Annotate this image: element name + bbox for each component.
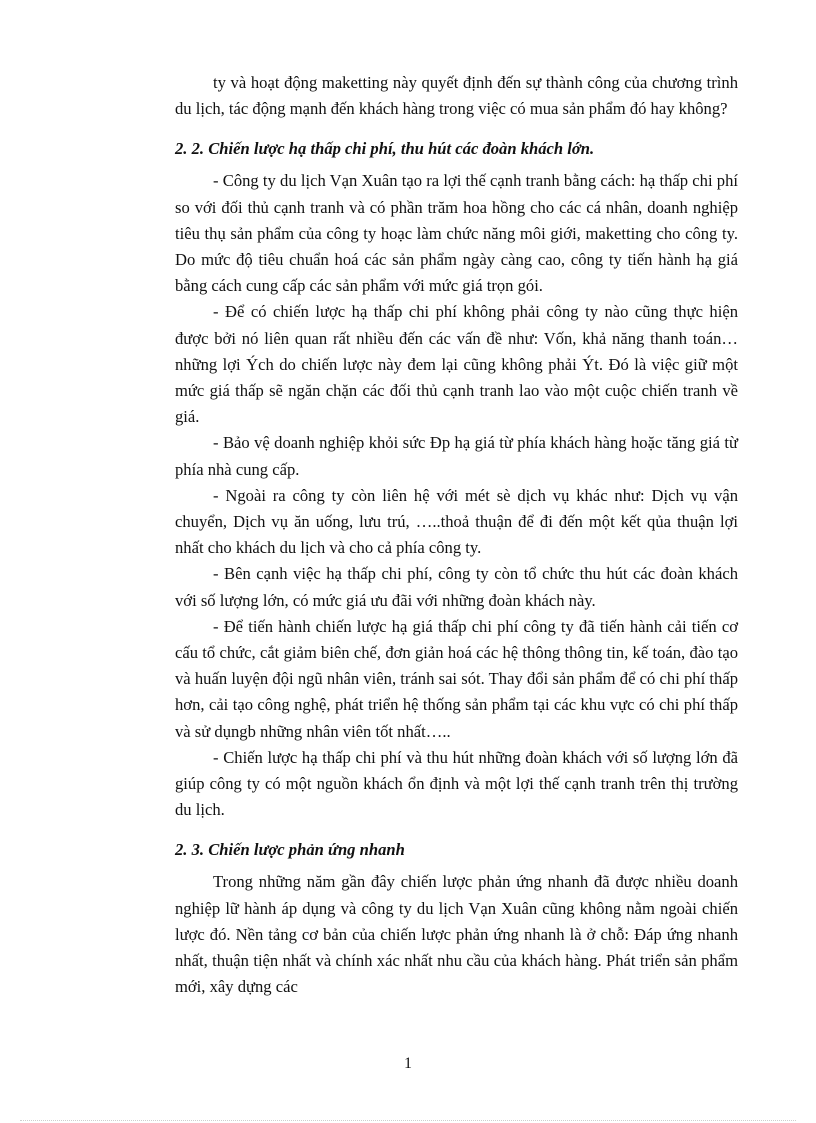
page-number: 1 — [404, 1055, 412, 1072]
section-2-2-paragraph-3: - Bảo vệ doanh nghiệp khỏi sức Ðp hạ giá từ phía khách hàng hoặc tăng giá từ phía nhà cung cấp. — [175, 433, 738, 479]
section-2-3-paragraph-1: Trong những năm gần đây chiến lược phản ứng nhanh đã được nhiều doanh nghiệp lữ hành áp dụng và công ty du lịch Vạn Xuân cũng không nằm ngoài chiến lược đó. Nền tảng cơ bản của chiến lược phản ứng nhanh là ở chỗ: Đáp ứng nhanh nhất, thuận tiện nhất và chính xác nhất nhu cầu của khách hàng. Phát triển sản phẩm mới, xây dựng các — [175, 872, 738, 997]
section-2-2-heading: 2. 2. Chiến lược hạ thấp chi phí, thu hút các đoàn khách lớn. — [175, 139, 595, 159]
footer-divider — [20, 1120, 796, 1121]
section-2-2-paragraph-4: - Ngoài ra công ty còn liên hệ với mét sè dịch vụ khác như: Dịch vụ vận chuyển, Dịch vụ ăn uống, lưu trú, …..thoả thuận để đi đến một kết qủa thuận lợi nhất cho khách du lịch và cho cả phía công ty. — [175, 485, 738, 558]
intro-paragraph: ty và hoạt động maketting này quyết định đến sự thành công của chương trình du lịch, tác động mạnh đến khách hàng trong việc có mua sản phẩm đó hay không? — [175, 73, 738, 119]
section-2-3-heading: 2. 3. Chiến lược phản ứng nhanh — [175, 840, 405, 860]
document-page — [175, 70, 738, 1001]
section-2-2-paragraph-2: - Để có chiến lược hạ thấp chi phí không phải công ty nào cũng thực hiện được bởi nó liên quan rất nhiều đến các vấn đề như: Vốn, khả năng thanh toán… những lợi Ých do chiến lược này đem lại cũng không phải Ýt. Đó là việc giữ một mức giá thấp sẽ ngăn chặn các đối thủ cạnh tranh lao vào một cuộc chiến tranh về giá. — [175, 302, 738, 427]
section-2-2-paragraph-6: - Để tiến hành chiến lược hạ giá thấp chi phí công ty đã tiến hành cải tiến cơ cấu tổ chức, cắt giảm biên chế, đơn giản hoá các hệ thông thông tin, kế toán, đào tạo và huấn luyện đội ngũ nhân viên, tránh sai sót. Thay đổi sản phẩm để có chi phí thấp hơn, cải tạo công nghệ, phát triển hệ thống sản phẩm tại các khu vực có chi phí thấp và sử dụngb những nhân viên tốt nhất….. — [175, 616, 738, 741]
section-2-2-paragraph-5: - Bên cạnh việc hạ thấp chi phí, công ty còn tổ chức thu hút các đoàn khách với số lượng lớn, có mức giá ưu đãi với những đoàn khách này. — [175, 564, 738, 610]
section-2-2-paragraph-1: - Công ty du lịch Vạn Xuân tạo ra lợi thế cạnh tranh bằng cách: hạ thấp chi phí so với đối thủ cạnh tranh và có phần trăm hoa hồng cho các cá nhân, doanh nghiệp tiêu thụ sản phẩm của công ty hoạc làm chức năng môi giới, maketting cho công ty. Do mức độ tiêu chuẩn hoá các sản phẩm ngày càng cao, công ty tiến hành hạ giá bằng cách cung cấp các sản phẩm với mức giá trọn gói. — [175, 171, 738, 296]
section-2-2-paragraph-7: - Chiến lược hạ thấp chi phí và thu hút những đoàn khách với số lượng lớn đã giúp công ty có một nguồn khách ổn định và một lợi thế cạnh tranh trên thị trường du lịch. — [175, 747, 738, 820]
